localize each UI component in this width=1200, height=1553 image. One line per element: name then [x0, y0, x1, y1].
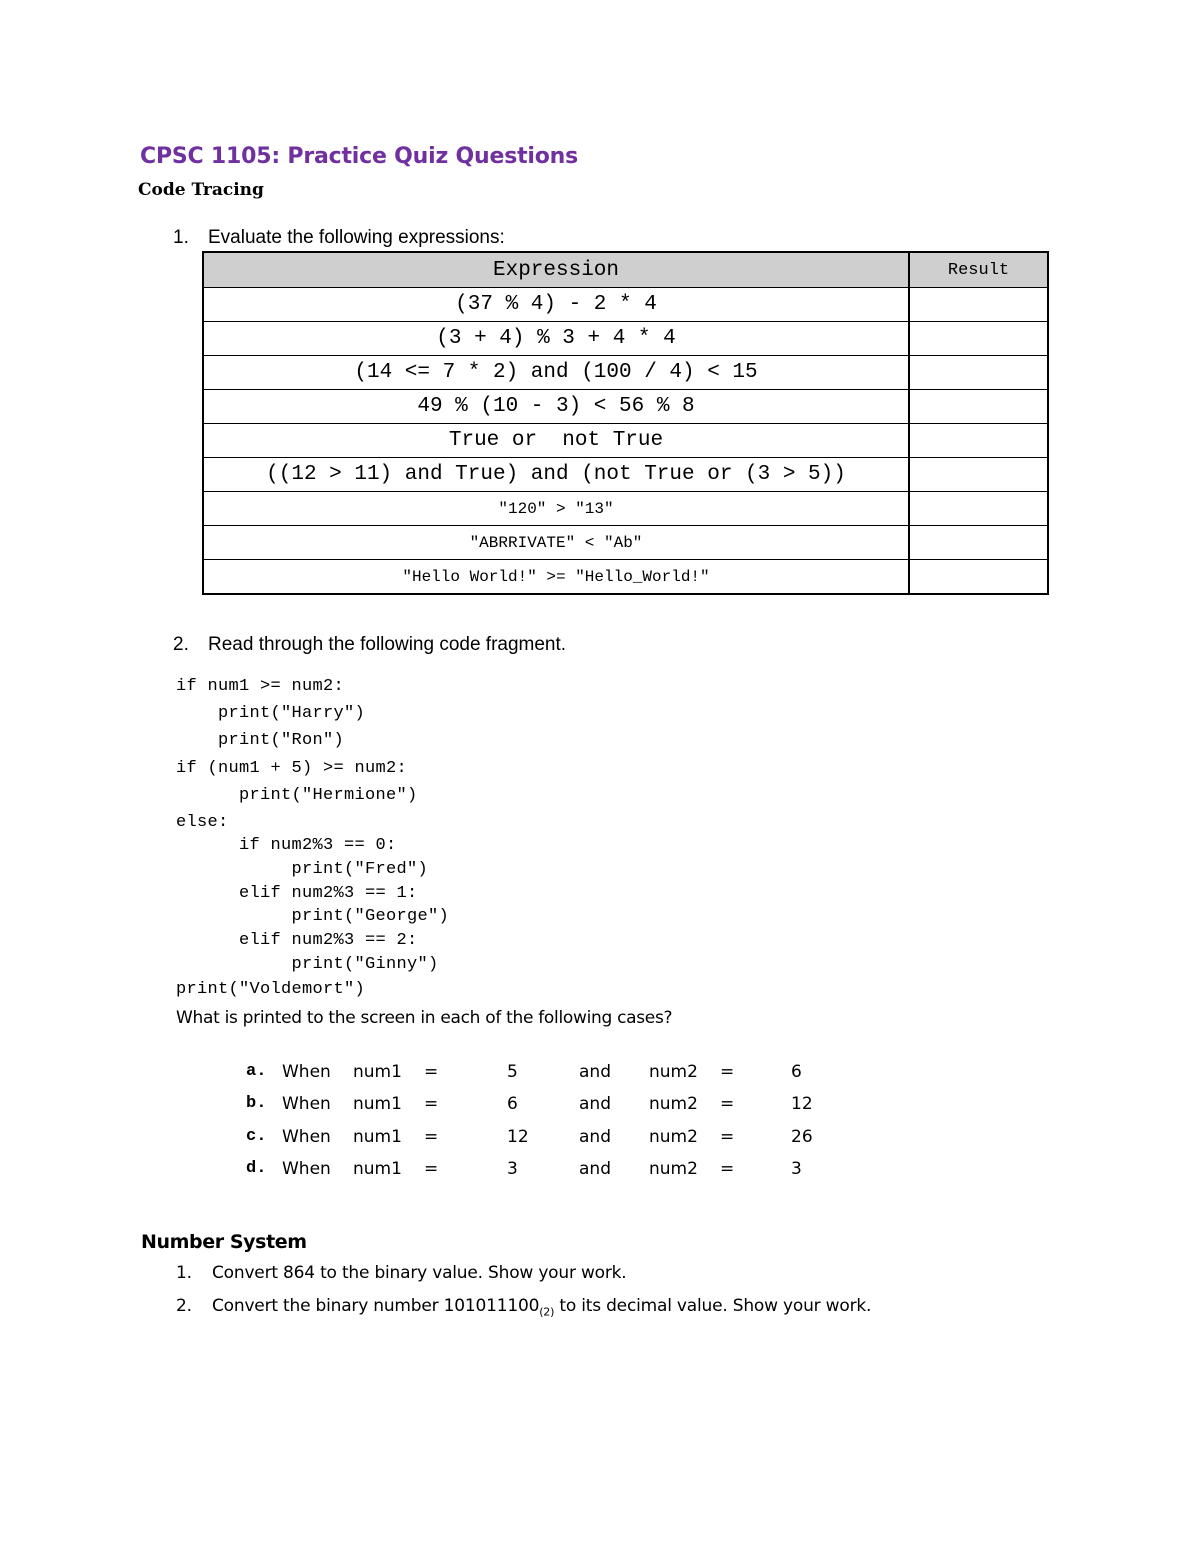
code-line: print("George"): [176, 907, 450, 926]
case-val2: 3: [791, 1159, 802, 1179]
case-val2: 26: [791, 1127, 813, 1147]
table-row: [203, 288, 1048, 322]
question-2: [173, 634, 566, 656]
table-row: [203, 322, 1048, 356]
expression-header: Expression: [203, 252, 909, 288]
case-label: b.: [246, 1094, 267, 1113]
case-eq2: =: [720, 1062, 735, 1082]
case-var2: num2: [649, 1159, 698, 1179]
expression-cell: "Hello World!" >= "Hello_World!": [203, 560, 909, 595]
expression-cell: 49 % (10 - 3) < 56 % 8: [203, 390, 909, 424]
result-cell: [909, 356, 1048, 390]
code-line: elif num2%3 == 1:: [176, 884, 418, 903]
case-item: [246, 1094, 846, 1116]
question-number: 2.: [173, 634, 189, 655]
table-row: [203, 390, 1048, 424]
question-1: [173, 227, 505, 249]
table-row: [203, 560, 1048, 595]
section-heading-code-tracing: Code Tracing: [138, 180, 264, 200]
case-var1: num1: [353, 1127, 402, 1147]
base-subscript: (2): [539, 1305, 555, 1319]
result-cell: [909, 390, 1048, 424]
case-eq1: =: [424, 1094, 439, 1114]
ns-question-2: [176, 1296, 871, 1318]
code-line: if num2%3 == 0:: [176, 836, 397, 855]
table-row: [203, 458, 1048, 492]
case-eq1: =: [424, 1127, 439, 1147]
case-var2: num2: [649, 1127, 698, 1147]
code-line: elif num2%3 == 2:: [176, 931, 418, 950]
case-eq1: =: [424, 1159, 439, 1179]
case-eq2: =: [720, 1159, 735, 1179]
question-text-start: Convert the binary number 101011100: [212, 1296, 540, 1316]
case-when: When: [282, 1094, 331, 1114]
question-number: 2.: [176, 1296, 192, 1316]
expression-cell: "ABRRIVATE" < "Ab": [203, 526, 909, 560]
table-row: [203, 526, 1048, 560]
expression-cell: (14 <= 7 * 2) and (100 / 4) < 15: [203, 356, 909, 390]
question-text: Evaluate the following expressions:: [208, 227, 505, 248]
case-and: and: [579, 1062, 611, 1082]
question-number: 1.: [176, 1263, 192, 1283]
code-line: print("Hermione"): [176, 786, 418, 805]
case-when: When: [282, 1127, 331, 1147]
ns-question-1: [176, 1263, 627, 1283]
case-label: d.: [246, 1159, 267, 1178]
case-and: and: [579, 1094, 611, 1114]
section-heading-number-system: Number System: [141, 1231, 307, 1253]
case-val1: 6: [507, 1094, 518, 1114]
question-text-end: to its decimal value. Show your work.: [554, 1296, 872, 1316]
code-line: print("Harry"): [176, 704, 366, 723]
table-row: [203, 424, 1048, 458]
table-header-row: [203, 252, 1048, 288]
case-eq2: =: [720, 1094, 735, 1114]
case-val1: 5: [507, 1062, 518, 1082]
code-line: if (num1 + 5) >= num2:: [176, 759, 408, 778]
result-cell: [909, 526, 1048, 560]
expression-table: [202, 251, 1049, 595]
case-eq1: =: [424, 1062, 439, 1082]
question-text: Convert 864 to the binary value. Show your work.: [212, 1263, 627, 1283]
result-header: Result: [909, 252, 1048, 288]
question-text: Read through the following code fragment.: [208, 634, 567, 655]
case-var1: num1: [353, 1062, 402, 1082]
case-item: [246, 1062, 846, 1084]
case-var1: num1: [353, 1094, 402, 1114]
table-row: [203, 492, 1048, 526]
table-row: [203, 356, 1048, 390]
case-var1: num1: [353, 1159, 402, 1179]
result-cell: [909, 492, 1048, 526]
expression-cell: (3 + 4) % 3 + 4 * 4: [203, 322, 909, 356]
question-prompt: What is printed to the screen in each of the following cases?: [176, 1008, 673, 1028]
result-cell: [909, 424, 1048, 458]
page-title: CPSC 1105: Practice Quiz Questions: [140, 144, 579, 169]
case-eq2: =: [720, 1127, 735, 1147]
result-cell: [909, 322, 1048, 356]
case-and: and: [579, 1159, 611, 1179]
case-item: [246, 1159, 846, 1181]
case-val2: 6: [791, 1062, 802, 1082]
code-line: print("Ginny"): [176, 955, 439, 974]
case-val1: 3: [507, 1159, 518, 1179]
expression-cell: ((12 > 11) and True) and (not True or (3 > 5)): [203, 458, 909, 492]
expression-cell: True or not True: [203, 424, 909, 458]
case-label: c.: [246, 1127, 267, 1146]
result-cell: [909, 560, 1048, 595]
case-var2: num2: [649, 1062, 698, 1082]
result-cell: [909, 288, 1048, 322]
expression-cell: "120" > "13": [203, 492, 909, 526]
result-cell: [909, 458, 1048, 492]
case-val2: 12: [791, 1094, 813, 1114]
code-line: print("Ron"): [176, 731, 345, 750]
case-item: [246, 1127, 846, 1149]
case-and: and: [579, 1127, 611, 1147]
code-line: print("Voldemort"): [176, 980, 366, 999]
expression-cell: (37 % 4) - 2 * 4: [203, 288, 909, 322]
case-var2: num2: [649, 1094, 698, 1114]
case-when: When: [282, 1062, 331, 1082]
question-number: 1.: [173, 227, 189, 248]
case-when: When: [282, 1159, 331, 1179]
code-line: print("Fred"): [176, 860, 429, 879]
code-line: else:: [176, 813, 229, 832]
case-label: a.: [246, 1062, 267, 1081]
code-line: if num1 >= num2:: [176, 677, 345, 696]
case-val1: 12: [507, 1127, 529, 1147]
